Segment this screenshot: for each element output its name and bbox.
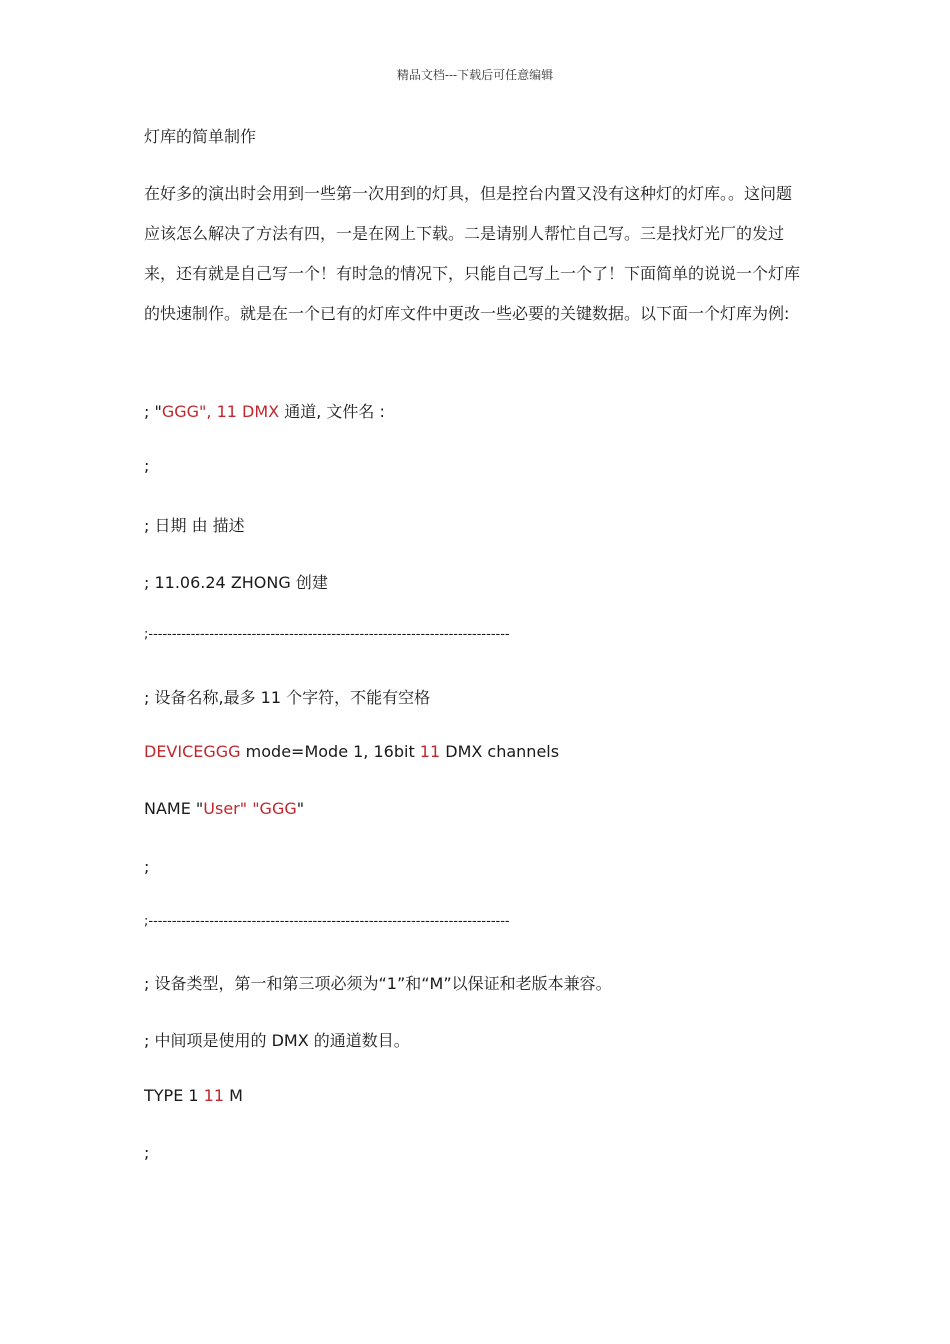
code-line-8-c: " [296,799,305,818]
code-line-7-b: mode=Mode 1, 16bit [240,742,420,761]
page-header: 精品文档---下载后可任意编辑 [396,68,554,82]
code-line-4: ; 11.06.24 ZHONG 创建 [144,573,328,592]
code-line-13 [144,1086,243,1105]
code-line-11: ; 设备类型，第一和第三项必须为“1”和“M”以保证和老版本兼容。 [144,974,612,993]
code-line-8-b: User" "GGG [203,799,297,818]
code-line-1-a: ; " [144,402,162,421]
separator-line-2: ;----------------------------------------------------------------------------- [144,914,510,929]
code-line-7-a: DEVICEGGG [144,742,241,761]
code-line-1-b: GGG", 11 DMX [161,402,280,421]
code-line-3: ; 日期 由 描述 [144,516,245,535]
code-line-2: ; [144,456,150,475]
code-line-1 [144,399,385,422]
code-line-9: ; [144,857,150,876]
code-line-14: ; [144,1143,150,1162]
intro-paragraph: 在好多的演出时会用到一些第一次用到的灯具，但是控台内置又没有这种灯的灯库。。这问题应该怎么解决了方法有四，一是在网上下载。二是请别人帮忙自己写。三是找灯光厂的发过来，还有就是自己写一个！有时急的情况下，只能自己写上一个了！下面简单的说说一个灯库的快速制作。就是在一个已有的灯库文件中更改一些必要的关键数据。以下面一个灯库为例: [144,184,801,323]
code-line-7-d: DMX channels [440,742,560,761]
separator-line-1: ;----------------------------------------------------------------------------- [144,627,510,642]
code-line-13-a: TYPE 1 [144,1086,204,1105]
code-line-7-c: 11 [419,742,441,761]
code-line-8 [144,799,304,818]
code-line-13-b: 11 [203,1086,225,1105]
code-line-6: ; 设备名称,最多 11 个字符，不能有空格 [144,688,431,707]
code-line-8-a: NAME " [144,799,204,818]
code-line-12: ; 中间项是使用的 DMX 的通道数目。 [144,1031,410,1050]
code-line-7 [144,742,559,761]
code-line-1-c: 通道, 文件名 : [279,402,385,421]
code-line-13-c: M [224,1086,243,1105]
document-title: 灯库的简单制作 [144,127,257,146]
